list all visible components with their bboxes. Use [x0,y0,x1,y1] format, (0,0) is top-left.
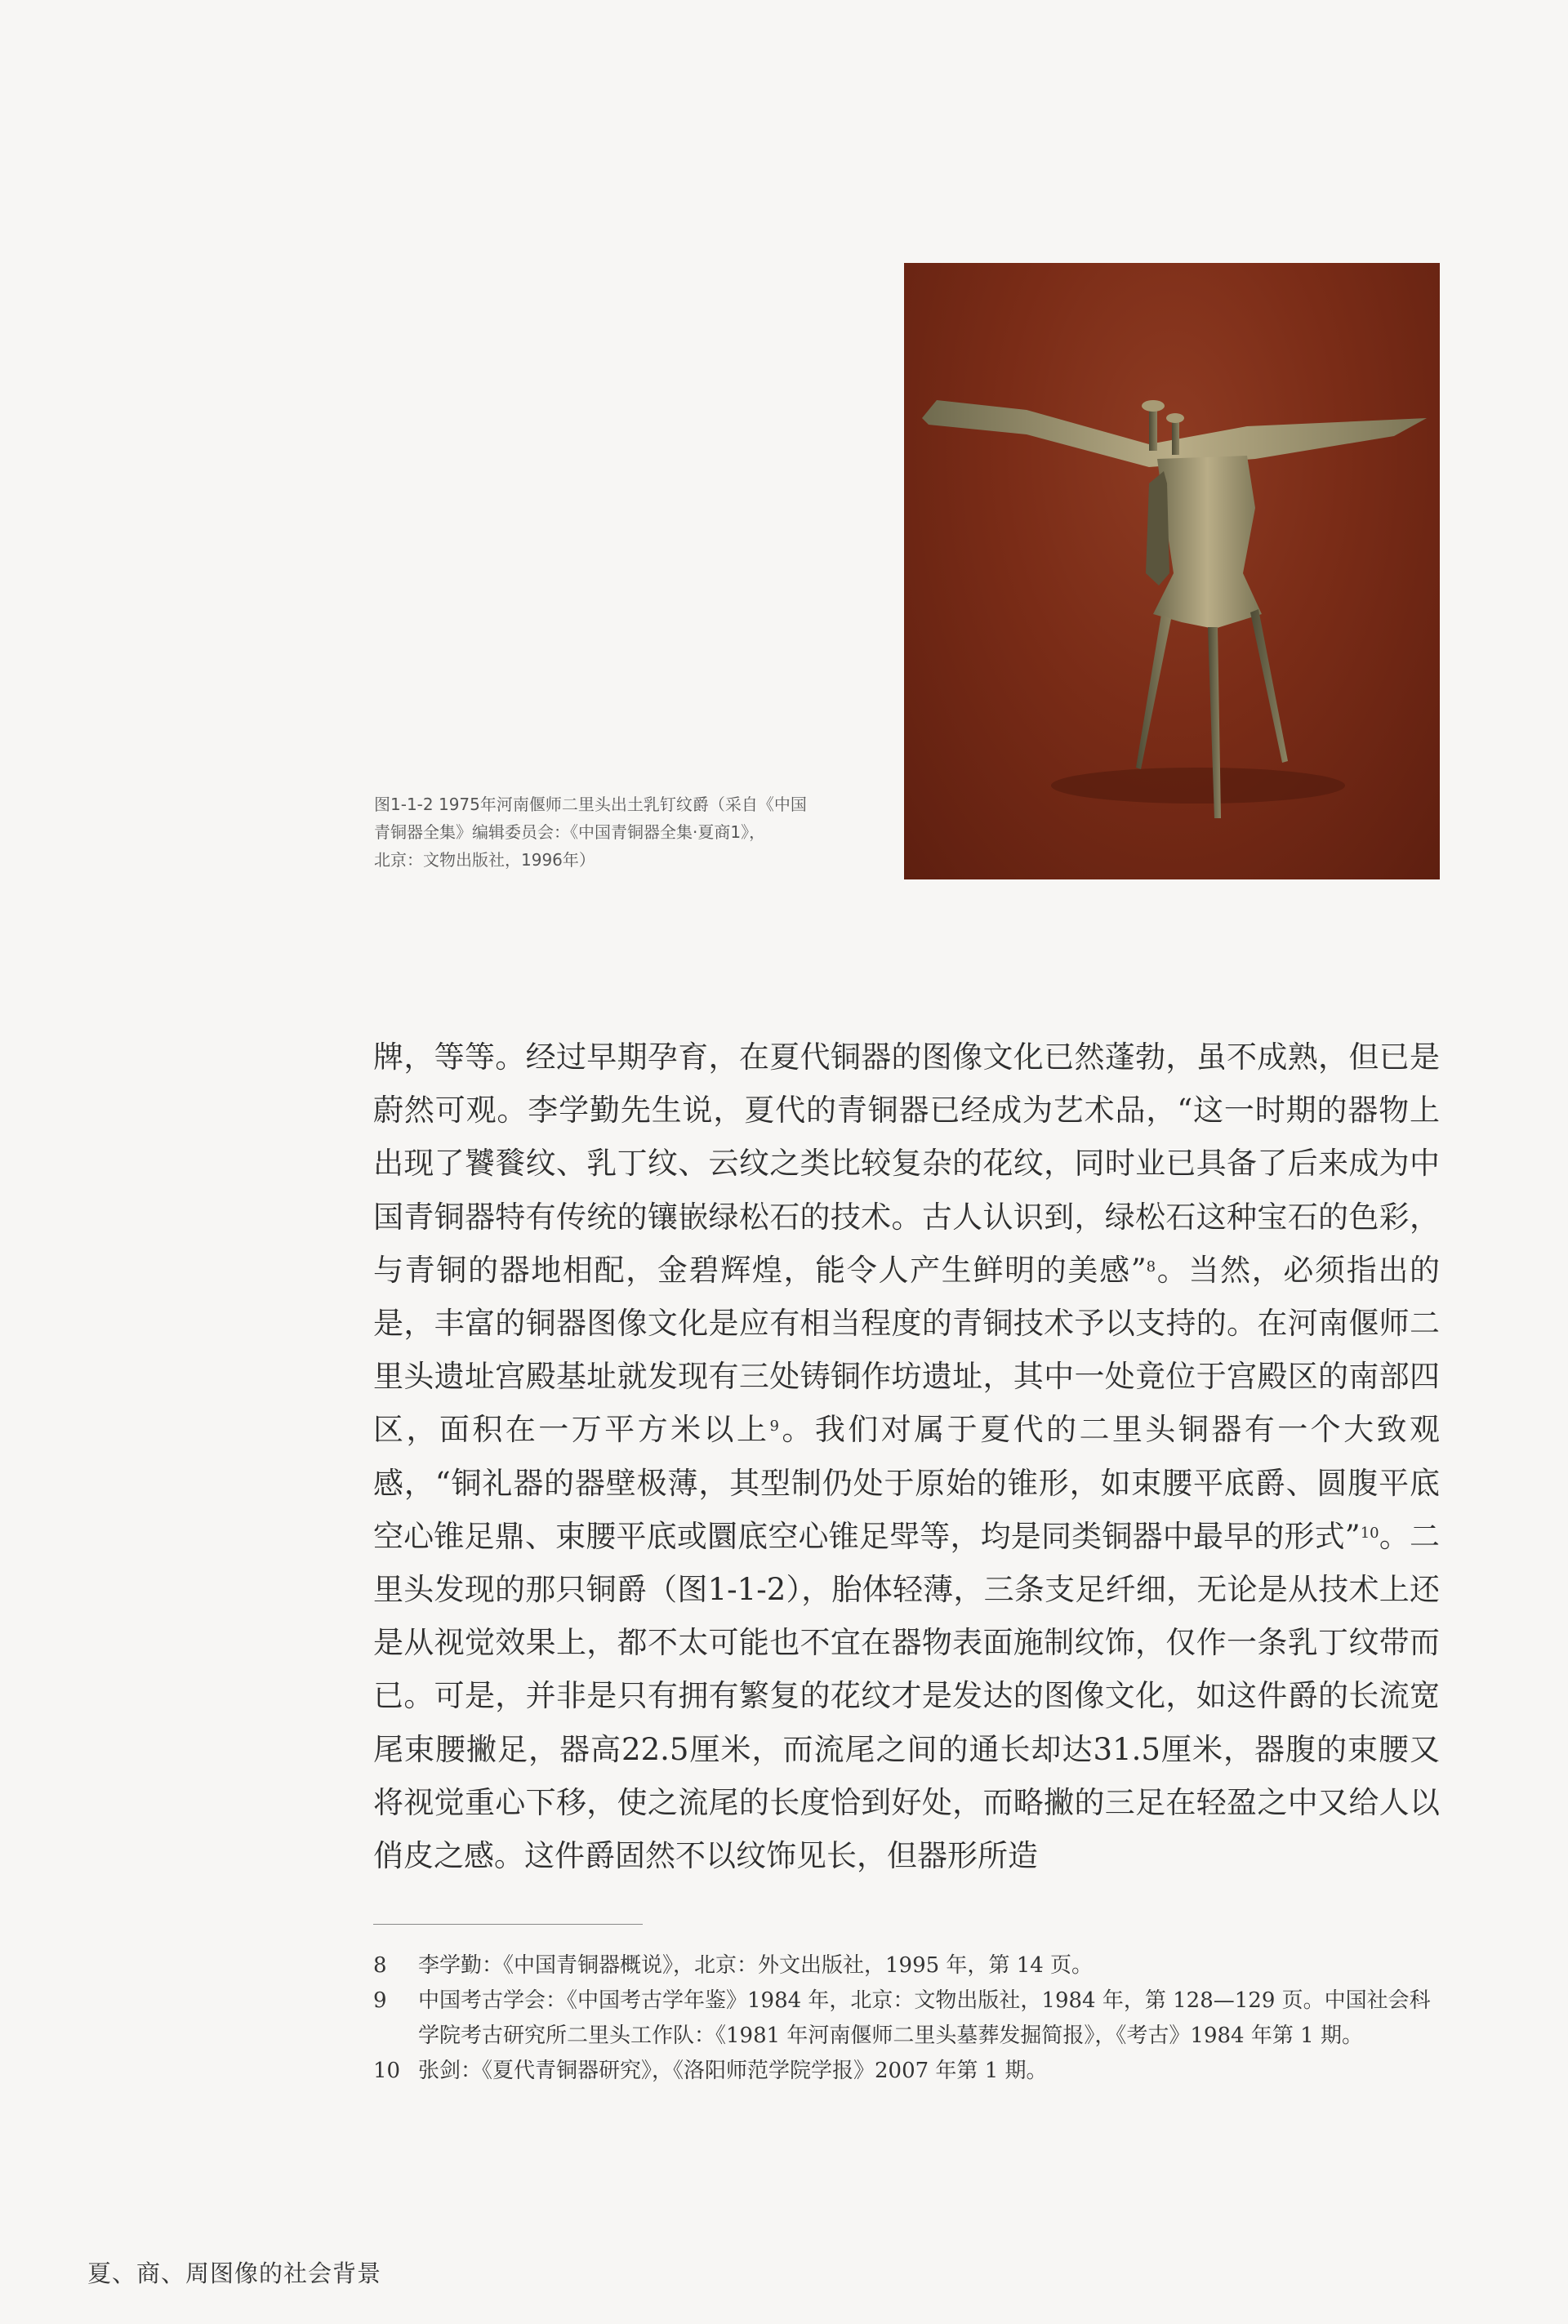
footnote-text: 李学勤：《中国青铜器概说》，北京：外文出版社，1995 年，第 14 页。 [418,1953,1094,1978]
footnote-ref[interactable]: 10 [1360,1524,1379,1542]
body-text-segment: 。二里头发现的那只铜爵（图1-1-2），胎体轻薄，三条支足纤细，无论是从技术上还是从视觉效果上，都不太可能也不宜在器物表面施制纹饰，仅作一条乳丁纹带而已。可是，并非是只有拥有繁复的花纹才是发达的图像文化，如这件爵的长流宽尾束腰撇足，器高22.5厘米，而流尾之间的通长却达31.5厘米，器腹的束腰又将视觉重心下移，使之流尾的长度恰到好处，而略撇的三足在轻盈之中又给人以俏皮之感。这件爵固然不以纹饰见长，但器形所造 [373,1518,1441,1874]
footnote-text: 张剑：《夏代青铜器研究》，《洛阳师范学院学报》2007 年第 1 期。 [418,2059,1048,2083]
footnote-text: 中国考古学会：《中国考古学年鉴》1984 年，北京：文物出版社，1984 年，第 128—129 页。中国社会科学院考古研究所二里头工作队：《1981 年河南偃师二里头墓葬发掘简报》，《考古》1984 年第 1 期。 [418,1988,1431,2048]
footnote-number: 8 [373,1953,387,1978]
footnotes [373,1948,1440,2089]
footnote-ref[interactable]: 8 [1146,1258,1156,1276]
body-paragraph [373,1031,1440,1882]
body-text-segment: 牌，等等。经过早期孕育，在夏代铜器的图像文化已然蓬勃，虽不成熟，但已是蔚然可观。李学勤先生说，夏代的青铜器已经成为艺术品，“这一时期的器物上出现了饕餮纹、乳丁纹、云纹之类比较复杂的花纹，同时业已具备了后来成为中国青铜器特有传统的镶嵌绿松石的技术。古人认识到，绿松石这种宝石的色彩，与青铜的器地相配，金碧辉煌，能令人产生鲜明的美感” [373,1040,1440,1288]
footnote-item [373,1948,1440,1983]
footnote-number: 9 [373,1988,387,2013]
jue-vessel-illustration [904,263,1440,879]
footnote-item [373,2054,1440,2089]
caption-line: 图1-1-2 1975年河南偃师二里头出土乳钉纹爵（采自《中国 [374,795,807,814]
bronze-jue-photo [904,263,1440,879]
figure-caption [374,790,889,874]
caption-line: 北京：文物出版社，1996年） [374,850,595,870]
footnote-ref[interactable]: 9 [769,1418,779,1436]
footnote-divider [373,1924,643,1925]
footnote-number: 10 [373,2059,401,2083]
caption-line: 青铜器全集》编辑委员会：《中国青铜器全集·夏商1》， [374,822,766,842]
footnote-item [373,1983,1440,2054]
body-text-segment: 。我们对属于夏代的二里头铜器有一个大致观感，“铜礼器的器壁极薄，其型制仍处于原始的锥形，如束腰平底爵、圆腹平底空心锥足鼎、束腰平底或圜底空心锥足斝等，均是同类铜器中最早的形式” [373,1412,1441,1554]
running-footer-title: 夏、商、周图像的社会背景 [87,2259,382,2287]
body-text-segment: 。当然，必须指出的是，丰富的铜器图像文化是应有相当程度的青铜技术予以支持的。在河南偃师二里头遗址宫殿基址就发现有三处铸铜作坊遗址，其中一处竟位于宫殿区的南部四区，面积在一万平方米以上 [373,1252,1441,1448]
